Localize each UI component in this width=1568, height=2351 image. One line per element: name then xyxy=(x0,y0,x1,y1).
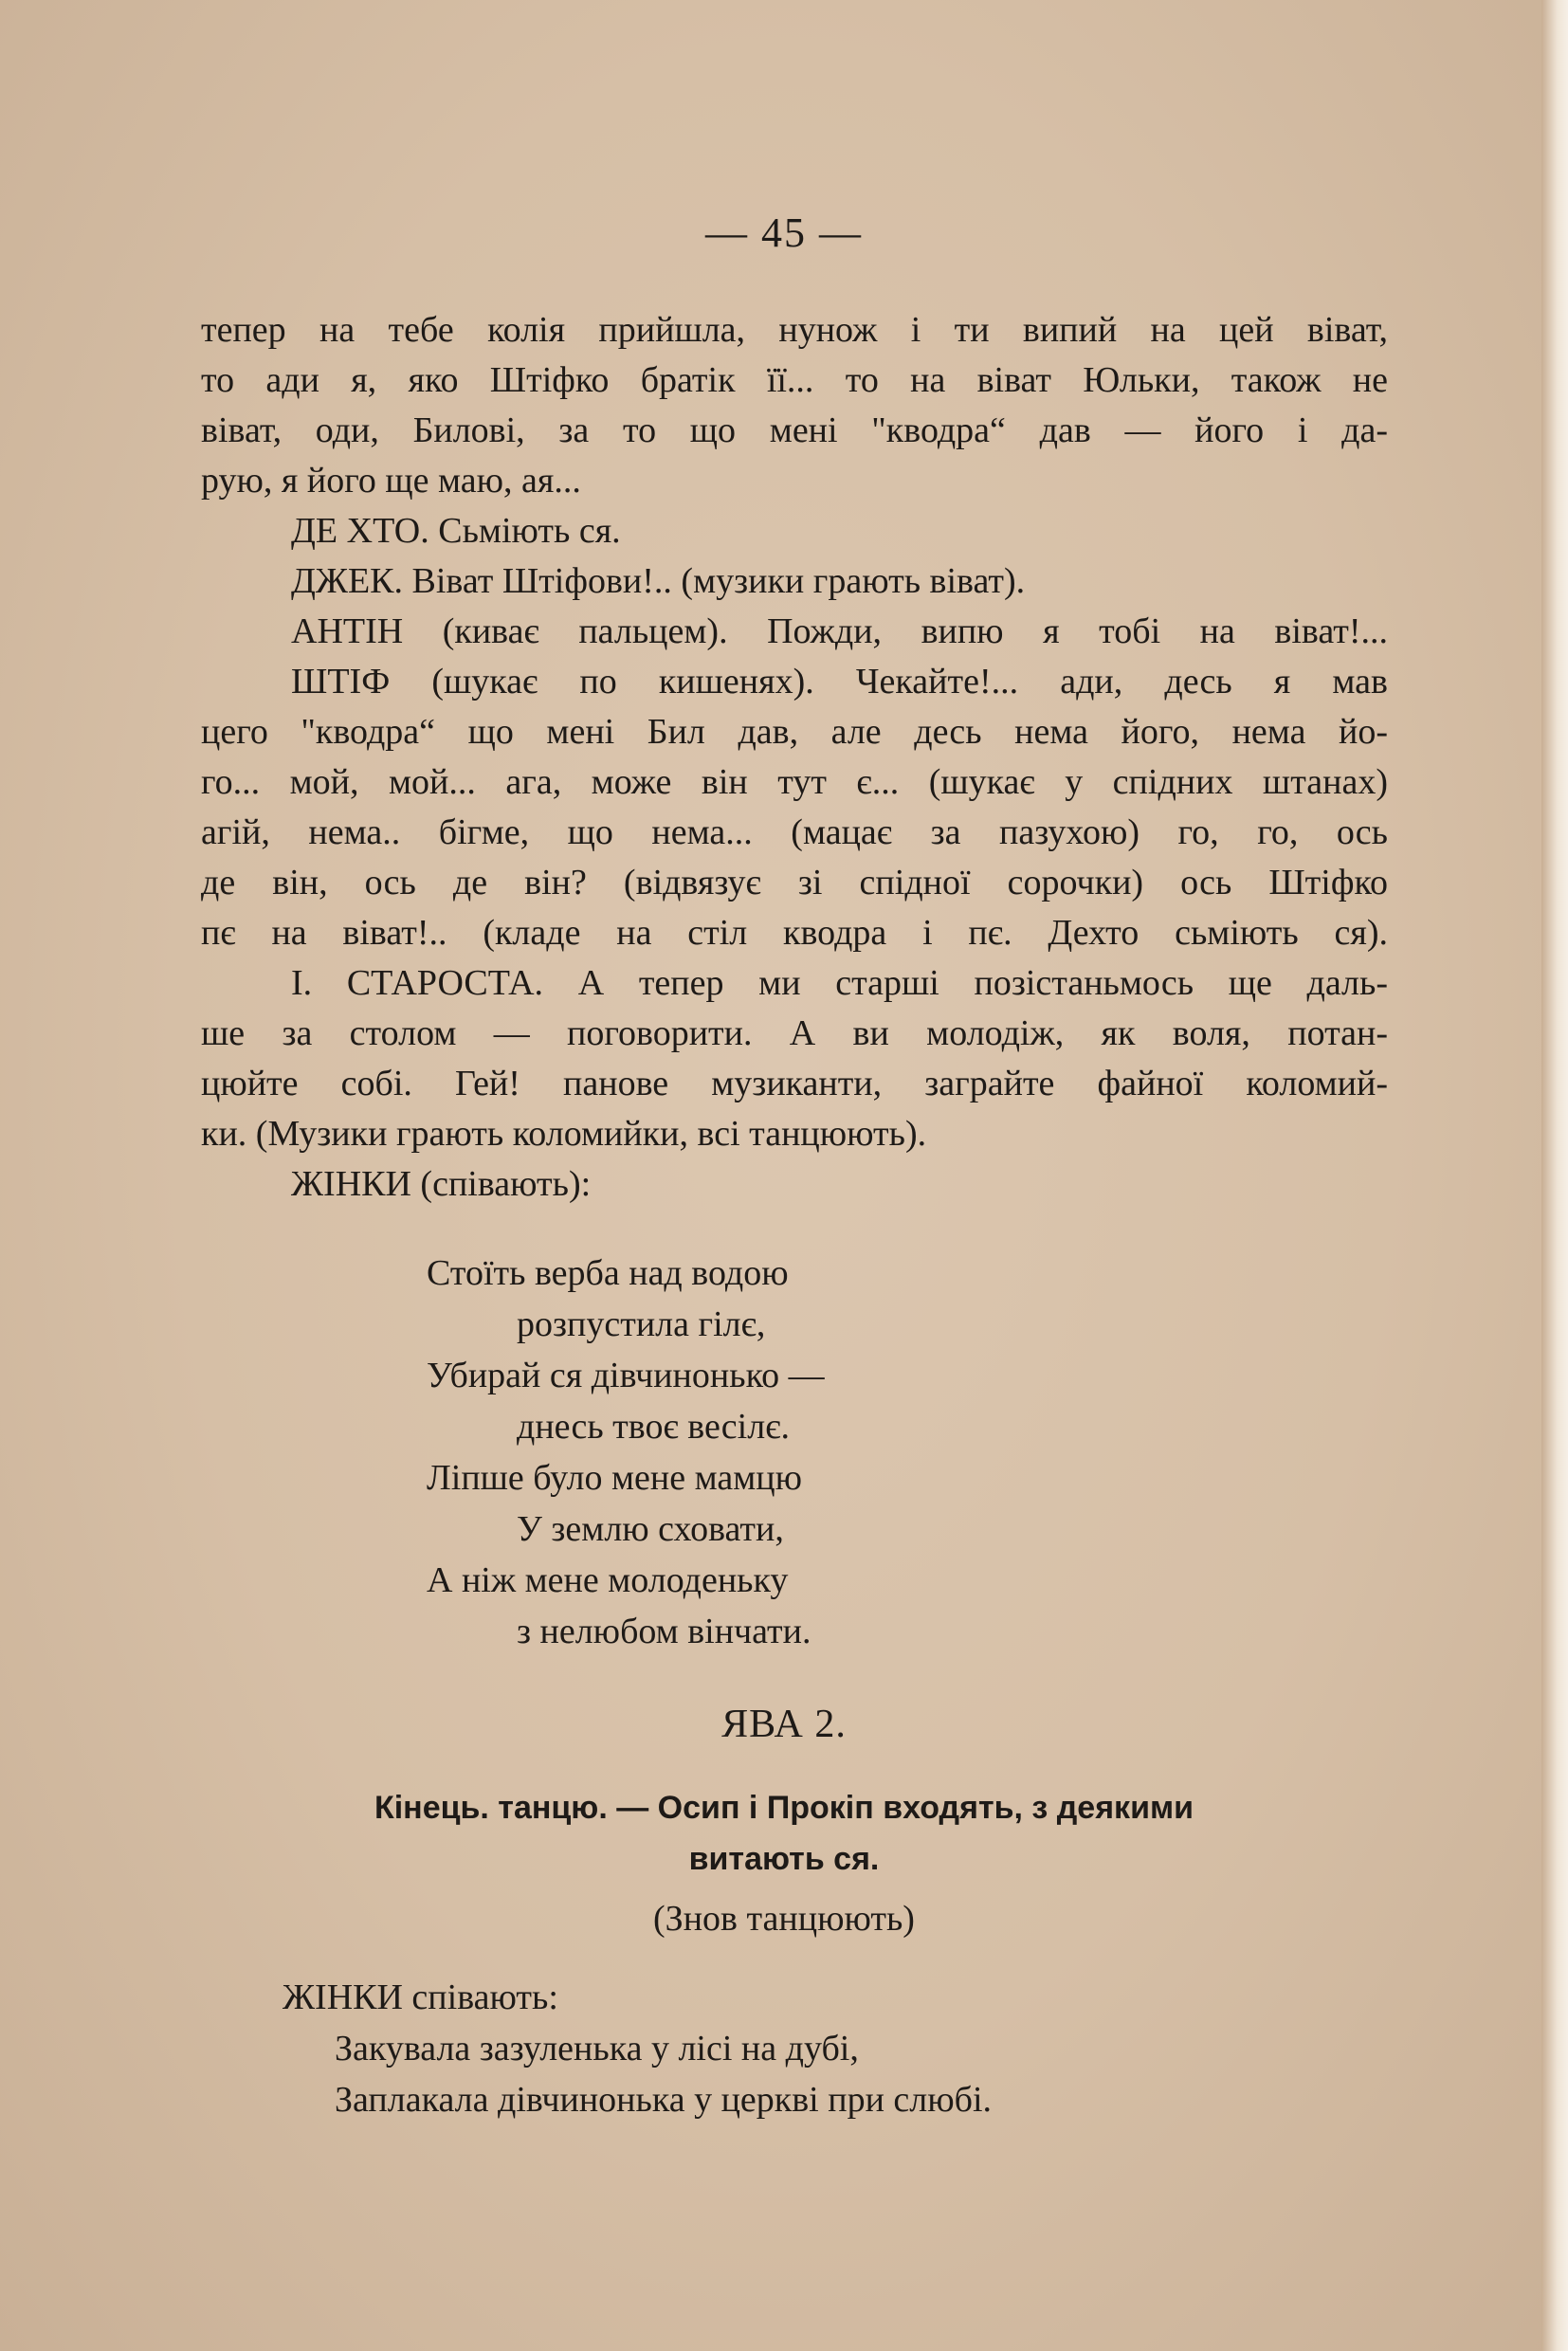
text-line: де він, ось де він? (відвязує зі спідної сорочки) ось Штіфко xyxy=(201,863,1388,902)
scene-title: ЯВА 2. xyxy=(721,1703,847,1746)
verse-line: Заплакала дівчинонька у церкві при слюбі. xyxy=(335,2080,993,2120)
verse-line: Убирай ся дівчинонько — xyxy=(427,1356,825,1395)
speaker-line: ДЖЕК. Віват Штіфови!.. (музики грають віват). xyxy=(291,561,1026,601)
text-line: цего "кводра“ що мені Бил дав, але десь нема його, нема йо- xyxy=(201,712,1388,752)
stage-note: (Знов танцюють) xyxy=(653,1899,915,1939)
verse-line: з нелюбом вінчати. xyxy=(517,1612,811,1651)
song-heading: ЖІНКИ співають: xyxy=(283,1977,558,2017)
speaker-line: ШТІФ (шукає по кишенях). Чекайте!... ади, десь я мав xyxy=(291,662,1388,702)
verse-line: А ніж мене молоденьку xyxy=(427,1560,789,1600)
speaker-line: ЖІНКИ (співають): xyxy=(291,1164,592,1204)
body-text xyxy=(201,305,1388,1210)
text-line: агій, нема.. бігме, що нема... (мацає за пазухою) го, го, ось xyxy=(201,812,1388,852)
stage-direction-line: витають ся. xyxy=(688,1841,880,1877)
stage-direction-line: Кінець. танцю. — Осип і Прокіп входять, з деякими xyxy=(374,1790,1194,1826)
page-edge xyxy=(1541,0,1568,2351)
text-line: ки. (Музики грають коломийки, всі танцюють). xyxy=(201,1114,927,1154)
text-line: го... мой, мой... ага, може він тут є... (шукає у спідних штанах) xyxy=(201,762,1388,802)
speaker-line: І. СТАРОСТА. А тепер ми старші позістаньмось ще даль- xyxy=(291,963,1388,1003)
verse-line: Закувала зазуленька у лісі на дубі, xyxy=(335,2029,859,2069)
verse-line: У землю сховати, xyxy=(517,1509,784,1549)
page-number: — 45 — xyxy=(705,210,863,256)
speaker-line: АНТІН (киває пальцем). Пожди, випю я тобі на віват!... xyxy=(291,611,1388,651)
text-line: рую, я його ще маю, ая... xyxy=(201,461,581,501)
verse-line: Ліпше було мене мамцю xyxy=(427,1458,803,1498)
song-verse xyxy=(427,1248,825,1657)
text-line: віват, оди, Билові, за то що мені "кводра“ дав — його і да- xyxy=(201,410,1388,450)
text-line: то ади я, яко Штіфко братік її... то на віват Юльки, також не xyxy=(201,360,1388,400)
text-line: пє на віват!.. (кладе на стіл кводра і пє. Дехто сьміють ся). xyxy=(201,913,1388,953)
verse-line: днесь твоє весілє. xyxy=(517,1407,791,1447)
verse-line: розпустила гілє, xyxy=(517,1304,766,1344)
text-line: цюйте собі. Гей! панове музиканти, заграйте файної коломий- xyxy=(201,1064,1388,1103)
text-line: ше за столом — поговорити. А ви молодіж, як воля, потан- xyxy=(201,1013,1388,1053)
second-song xyxy=(283,1972,992,2125)
stage-direction xyxy=(284,1782,1284,1885)
speaker-line: ДЕ ХТО. Сьміють ся. xyxy=(291,511,621,551)
text-line: тепер на тебе колія прийшла, нунож і ти випий на цей віват, xyxy=(201,310,1388,350)
verse-line: Стоїть верба над водою xyxy=(427,1253,789,1293)
